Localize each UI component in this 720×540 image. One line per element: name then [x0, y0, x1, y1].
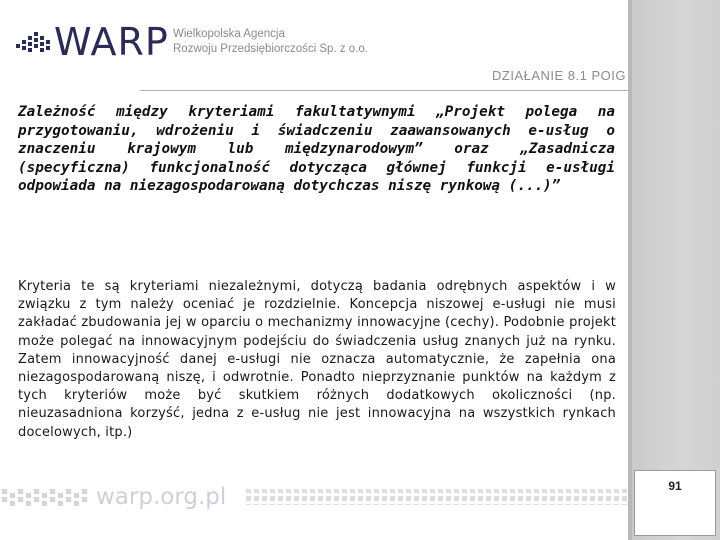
logo-subtitle-line1: Wielkopolska Agencja — [173, 28, 285, 40]
logo-subtitle — [173, 27, 433, 57]
logo-wordmark: WARP — [54, 20, 169, 64]
logo-dots-icon — [16, 32, 52, 52]
logo-subtitle-line2: Rozwoju Przedsiębiorczości Sp. z o.o. — [173, 43, 368, 55]
page-number: 91 — [668, 479, 682, 493]
right-side-band — [628, 0, 720, 540]
page-number-box — [634, 470, 716, 536]
slide-body-text: Kryteria te są kryteriami niezależnymi, dotyczą badania odrębnych aspektów i w związku z tym należy oceniać je rozdzielnie. Koncepcja niszowej e-usługi nie musi zakładać zbudowania jej w oparciu o mechanizmy innowacyjne (cechy). Podobnie projekt może polegać na innowacyjnym podejściu do świadczenia usług znanych już na rynku. Zatem innowacyjność danej e-usługi nie oznacza automatycznie, że zapełnia ona niezagospodarowaną niszę, i odwrotnie. Ponadto nieprzyznanie punktów na każdym z tych kryteriów może być skutkiem różnych dodatkowych okoliczności (np. nieuzasadniona korzyść, jedna z e-usług nie jest innowacyjna na wszystkich rynkach docelowych, itp.) — [18, 279, 616, 440]
footer-website-url: warp.org.pl — [96, 484, 227, 510]
program-action-label: DZIAŁANIE 8.1 POIG — [492, 68, 626, 83]
footer-dots-right-icon — [245, 487, 628, 507]
header-divider — [140, 90, 628, 91]
slide-headline: Zależność między kryteriami fakultatywnymi „Projekt polega na przygotowaniu, wdrożeniu i świadczeniu zaawansowanych e-usług o znaczeniu krajowym lub międzynarodowym” oraz „Zasadnicza (specyficzna) funkcjonalność dotycząca głównej funkcji e-usługi odpowiada na niezagospodarowaną dotychczas niszę rynkową (...)” — [18, 104, 615, 195]
footer-dots-left-icon — [0, 487, 90, 507]
